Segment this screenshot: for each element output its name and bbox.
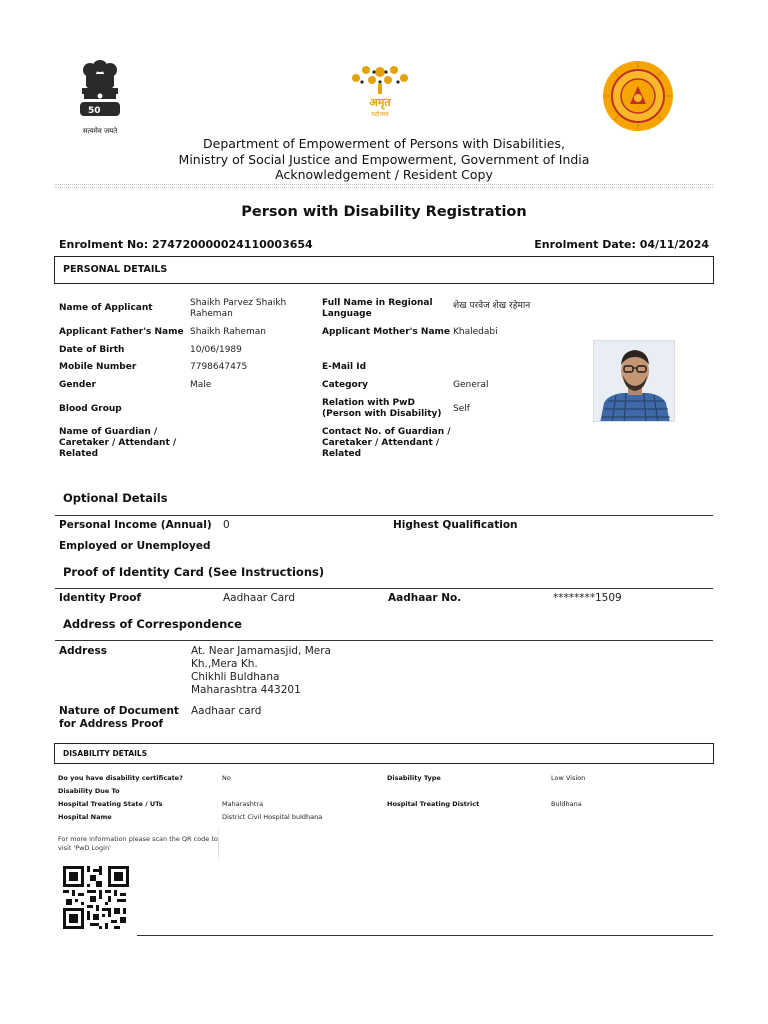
qr-note-line-1: For more information please scan the QR code to (58, 835, 218, 843)
category-label: Category (322, 380, 369, 390)
mobile-value: 7798647475 (190, 362, 248, 372)
guardian-label-line-1: Name of Guardian / (59, 427, 158, 437)
copy-type-line: Acknowledgement / Resident Copy (275, 167, 493, 182)
identity-proof-divider (55, 588, 713, 589)
applicant-name-label: Name of Applicant (59, 303, 153, 313)
regional-name-label-line-2: Language (322, 309, 372, 319)
certificate-value: No (222, 774, 231, 782)
ministry-line: Ministry of Social Justice and Empowerment, Government of India (178, 151, 590, 167)
hospital-district-value: Buldhana (551, 800, 582, 808)
guardian-label-line-2: Caretaker / Attendant / (59, 438, 177, 448)
address-document-label-line-1: Nature of Document (59, 705, 179, 717)
gender-value: Male (190, 380, 212, 390)
qr-note (58, 835, 218, 853)
header-divider-2 (55, 187, 713, 188)
enrolment-date-label: Enrolment Date: (534, 238, 636, 251)
guardian-contact-label (322, 427, 451, 460)
income-value: 0 (223, 519, 230, 531)
disability-type-label: Disability Type (387, 774, 441, 782)
state-seal-logo (600, 60, 676, 132)
svg-text:महोत्सव: महोत्सव (371, 111, 389, 118)
employment-label: Employed or Unemployed (59, 540, 211, 552)
azadi-logo (344, 58, 416, 122)
father-name-label: Applicant Father's Name (59, 327, 184, 337)
footer-rule (137, 935, 713, 936)
relation-value: Self (453, 404, 470, 414)
identity-proof-value: Aadhaar Card (223, 592, 296, 604)
department-line: Department of Empowerment of Persons with Disabilities, (203, 136, 565, 151)
enrolment-date-value: 04/11/2024 (639, 238, 709, 251)
applicant-name-line-1: Shaikh Parvez Shaikh (190, 298, 287, 308)
optional-details-divider (55, 515, 713, 516)
regional-name-label (322, 298, 433, 320)
enrolment-number-value: 27472000002411000365‌4 (151, 238, 313, 251)
hospital-state-value: Maharashtra (222, 800, 264, 808)
dob-label: Date of Birth (59, 345, 125, 355)
qr-note-line-2: visit 'PwD Login' (58, 844, 111, 852)
relation-label-line-2: (Person with Disability) (322, 409, 442, 419)
identity-proof-heading: Proof of Identity Card (See Instructions) (63, 565, 325, 579)
personal-details-heading: PERSONAL DETAILS (63, 264, 168, 275)
national-emblem-logo (74, 56, 126, 136)
qualification-label: Highest Qualification (393, 519, 518, 531)
certificate-label: Do you have disability certificate? (58, 774, 183, 782)
address-heading: Address of Correspondence (63, 617, 242, 631)
guardian-contact-label-line-1: Contact No. of Guardian / (322, 427, 451, 437)
disability-type-value: Low Vision (551, 774, 586, 782)
mother-name-label: Applicant Mother's Name (322, 327, 450, 337)
address-line-4: Maharashtra 443201 (191, 684, 301, 696)
income-label: Personal Income (Annual) (59, 519, 212, 531)
personal-details-header (54, 256, 714, 284)
optional-details-heading: Optional Details (63, 491, 168, 505)
address-divider (55, 640, 713, 641)
applicant-name-value (190, 298, 286, 319)
address-document-value: Aadhaar card (191, 705, 262, 717)
hospital-state-label: Hospital Treating State / UTs (58, 800, 163, 808)
svg-text:50: 50 (88, 106, 101, 116)
emblem-caption: सत्यमेव जयते (82, 127, 118, 135)
disability-due-label: Disability Due To (58, 787, 120, 795)
enrolment-number-label: Enrolment No: (59, 238, 149, 251)
applicant-photo (593, 340, 675, 422)
page-title: Person with Disability Registration (241, 204, 527, 220)
disability-details-header (54, 743, 714, 764)
mother-name-value: Khaledabi (453, 327, 498, 337)
email-label: E-Mail Id (322, 362, 367, 372)
regional-name-value: शेख परवेज शेख रहेमान (453, 301, 531, 311)
svg-text:अमृत: अमृत (369, 96, 391, 109)
hospital-district-label: Hospital Treating District (387, 800, 480, 808)
father-name-value: Shaikh Raheman (190, 327, 267, 337)
guardian-label-line-3: Related (59, 449, 99, 459)
address-value (191, 645, 331, 697)
address-line-2: Kh.,Mera Kh. (191, 658, 258, 670)
dob-value: 10/06/1989 (190, 345, 242, 355)
aadhaar-label: Aadhaar No. (388, 592, 462, 604)
enrolment-date (534, 238, 709, 251)
relation-label-line-1: Relation with PwD (322, 398, 415, 408)
pwd-login-qr-code[interactable] (63, 866, 129, 929)
mobile-label: Mobile Number (59, 362, 137, 372)
qr-note-divider (218, 830, 219, 858)
enrolment-number (59, 238, 313, 251)
aadhaar-value: ********1509 (553, 592, 622, 604)
blood-group-label: Blood Group (59, 404, 122, 414)
address-document-label-line-2: for Address Proof (59, 718, 164, 730)
hospital-name-value: District Civil Hospital buldhana (222, 813, 323, 821)
applicant-name-line-2: Raheman (190, 308, 233, 319)
identity-proof-label: Identity Proof (59, 592, 142, 604)
guardian-label (59, 427, 176, 460)
header-divider (55, 184, 713, 185)
guardian-contact-label-line-2: Caretaker / Attendant / (322, 438, 440, 448)
regional-name-label-line-1: Full Name in Regional (322, 298, 433, 308)
address-document-label (59, 705, 179, 731)
category-value: General (453, 380, 489, 390)
relation-label (322, 398, 442, 420)
address-line-3: Chikhli Buldhana (191, 671, 280, 683)
address-line-1: At. Near Jamamasjid, Mera (191, 645, 331, 657)
hospital-name-label: Hospital Name (58, 813, 112, 821)
disability-details-heading: DISABILITY DETAILS (63, 749, 148, 758)
gender-label: Gender (59, 380, 96, 390)
address-label: Address (59, 645, 107, 657)
guardian-contact-label-line-3: Related (322, 449, 362, 459)
